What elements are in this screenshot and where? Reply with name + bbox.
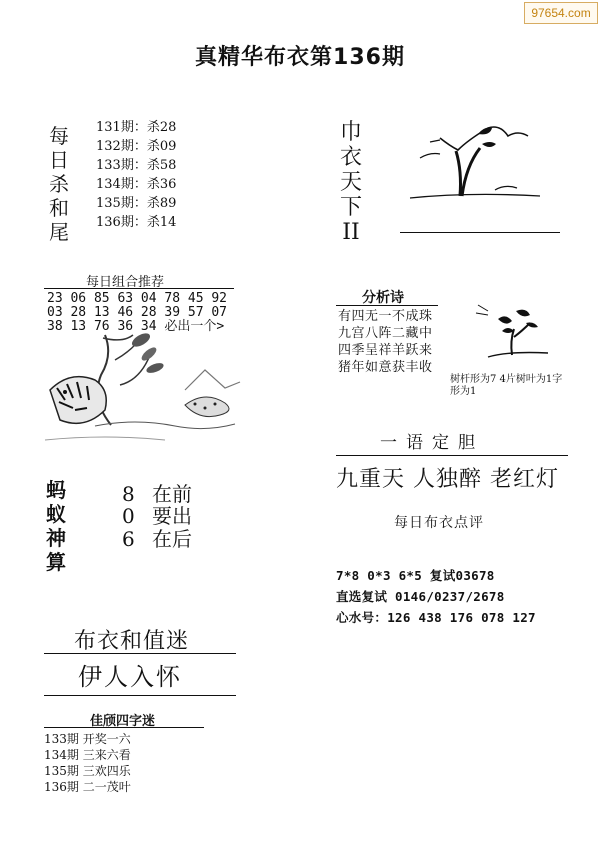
divider [336,455,568,456]
daily-kill-list [96,118,176,232]
combo-row: 03 28 13 46 28 39 57 07 [47,305,228,320]
list-item: 136期 二一茂叶 [44,780,131,794]
list-item: 135期 三欢四乐 [44,764,131,778]
ant-god-label: 蚂 蚁 神 算 [46,478,66,574]
divider [44,727,204,728]
combo-title: 每日组合推荐 [86,275,165,290]
combo-row: 23 06 85 63 04 78 45 92 [47,291,228,306]
list-item: 134期：杀36 [96,177,177,192]
poem-line: 九宫八阵二藏中 [338,326,433,341]
list-item: 135期：杀89 [96,196,177,211]
list-item: 133期 开奖一六 [44,732,131,746]
small-tree-illustration [468,297,558,367]
poem-title: 分析诗 [362,290,404,306]
daily-review-title: 每日布衣点评 [394,515,484,531]
tiger-illustration [45,330,245,448]
poem-lines [338,308,433,376]
list-item: 133期：杀58 [96,158,177,173]
four-char-title: 佳颀四字迷 [90,714,156,729]
divider [44,695,236,696]
tianxia-label: 巾 衣 天 下 II [339,120,362,245]
poem-line: 四季呈祥羊跃来 [338,343,433,358]
value-riddle-answer: 伊人入怀 [78,663,182,691]
divider [44,288,234,289]
value-riddle-title: 布衣和值迷 [74,629,190,654]
daily-kill-label: 每 日 杀 和 尾 [49,124,69,244]
divider [400,232,560,233]
poem-line: 猪年如意获丰收 [338,360,433,375]
list-item: 134期 三来六看 [44,748,131,762]
one-phrase-title: 一语定胆 [380,433,484,453]
poem-line: 有四无一不成珠 [338,309,433,324]
list-item: 131期：杀28 [96,120,177,135]
tree-illustration [400,118,560,210]
review-line: 7*8 0*3 6*5 复试03678 [336,568,495,583]
page-title: 真精华布衣第136期 [195,45,405,70]
ant-god-row: 6 在后 [122,527,192,551]
one-phrase-text: 九重天 人独醉 老红灯 [336,467,559,492]
list-item: 136期：杀14 [96,215,177,230]
ant-god-row: 8 在前 [122,482,192,506]
four-char-list [44,731,131,794]
site-watermark: 97654.com [524,2,598,24]
review-line: 心水号：126 438 176 078 127 [336,610,536,625]
combo-row: 38 13 76 36 34 必出一个> [47,319,225,334]
ant-god-row: 0 要出 [122,504,192,528]
divider [44,653,236,654]
list-item: 132期：杀09 [96,139,177,154]
tree-note: 树杆形为7 4片树叶为1字形为1 [450,374,563,397]
divider [336,305,438,306]
review-line: 直选复试 0146/0237/2678 [336,589,505,604]
